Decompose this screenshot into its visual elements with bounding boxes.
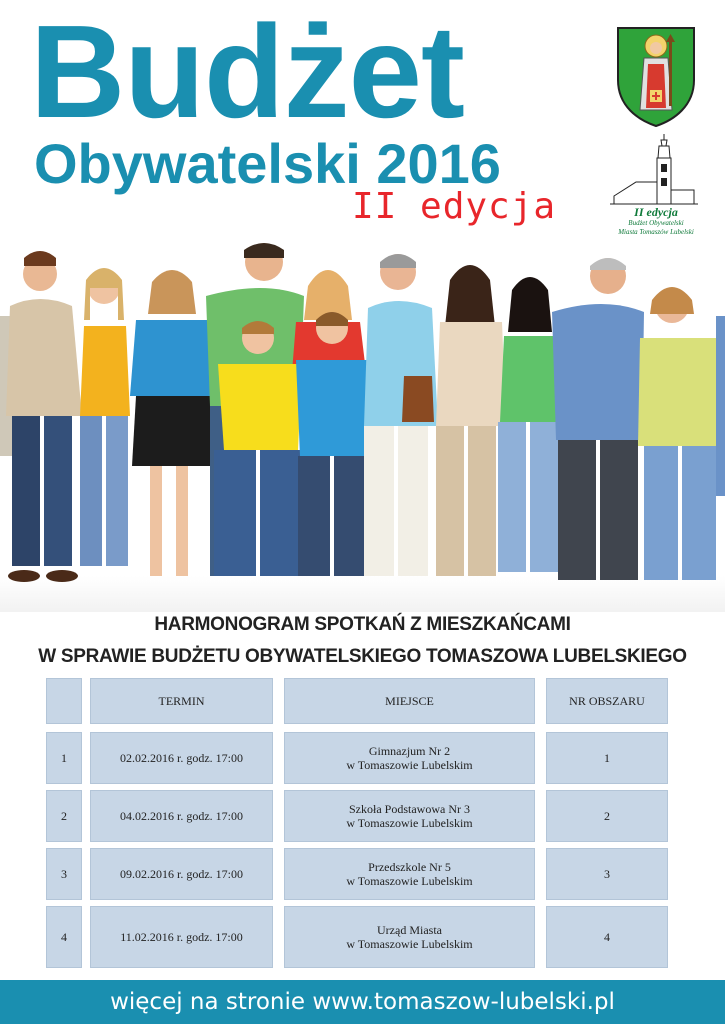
row-3-place: [284, 848, 535, 900]
row-4-place: [284, 906, 535, 968]
row-3-area: 3: [546, 848, 668, 900]
edition-label: II edycja: [352, 186, 557, 227]
coat-of-arms-icon: [614, 24, 698, 128]
row-3-place-city: w Tomaszowie Lubelskim: [346, 874, 473, 888]
town-logo-line2: Miasta Tomaszów Lubelski: [618, 228, 694, 236]
header-term: TERMIN: [90, 678, 273, 724]
row-1-place-name: Gimnazjum Nr 2: [368, 744, 451, 758]
row-4-place-city: w Tomaszowie Lubelskim: [346, 937, 473, 951]
row-1-term: 02.02.2016 r. godz. 17:00: [90, 732, 273, 784]
schedule-heading-line1: HARMONOGRAM SPOTKAŃ Z MIESZKAŃCAMI: [154, 614, 571, 635]
website-footer: więcej na stronie www.tomaszow-lubelski.pl: [0, 980, 725, 1024]
row-4-area: 4: [546, 906, 668, 968]
row-1-area: 1: [546, 732, 668, 784]
row-2-place-name: Szkoła Podstawowa Nr 3: [349, 802, 470, 816]
poster-title: Budżet: [30, 0, 464, 145]
row-3-term: 09.02.2016 r. godz. 17:00: [90, 848, 273, 900]
schedule-heading-line2: W SPRAWIE BUDŻETU OBYWATELSKIEGO TOMASZOWA LUBELSKIEGO: [38, 646, 687, 667]
row-2-area: 2: [546, 790, 668, 842]
row-4-place-name: Urząd Miasta: [377, 923, 442, 937]
row-4-term: 11.02.2016 r. godz. 17:00: [90, 906, 273, 968]
town-logo-line1: Budżet Obywatelski: [628, 219, 684, 227]
row-2-place-city: w Tomaszowie Lubelskim: [346, 816, 473, 830]
row-4-no: 4: [46, 906, 82, 968]
residents-group-photo: [0, 236, 725, 612]
town-logo-edition: II edycja: [634, 205, 678, 219]
row-1-place: [284, 732, 535, 784]
meeting-schedule-table: [0, 678, 725, 972]
row-3-place-name: Przedszkole Nr 5: [368, 860, 451, 874]
row-1-no: 1: [46, 732, 82, 784]
row-1-place-city: w Tomaszowie Lubelskim: [346, 758, 473, 772]
header-place: MIEJSCE: [284, 678, 535, 724]
row-3-no: 3: [46, 848, 82, 900]
poster-subtitle: Obywatelski 2016: [34, 132, 501, 195]
row-2-place: [284, 790, 535, 842]
row-2-term: 04.02.2016 r. godz. 17:00: [90, 790, 273, 842]
town-logo-caption: [610, 206, 702, 237]
row-2-no: 2: [46, 790, 82, 842]
header-no: [46, 678, 82, 724]
header-area: NR OBSZARU: [546, 678, 668, 724]
